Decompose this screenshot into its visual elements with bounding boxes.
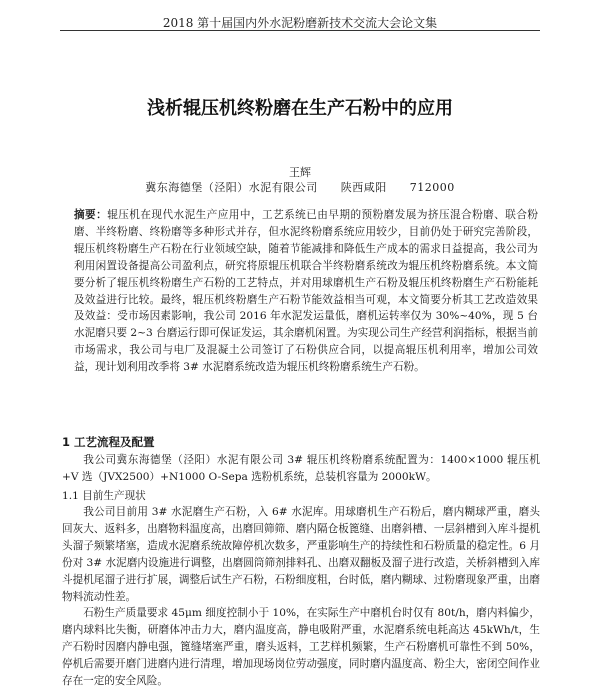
- section-1-paragraph: 我公司冀东海德堡（泾阳）水泥有限公司 3# 辊压机终粉磨系统配置为：1400×1000 辊压机 +V 选（JVX2500）+N1000 O-Sepa 选粉机系统，总装机容量为 2000kW。: [62, 454, 540, 483]
- abstract-label: 摘要：: [74, 209, 108, 221]
- author-affiliation: 冀东海德堡（泾阳）水泥有限公司 陕西咸阳 712000: [145, 181, 455, 194]
- article-title: 浅析辊压机终粉磨在生产石粉中的应用: [147, 98, 453, 119]
- running-header: 2018 第十届国内外水泥粉磨新技术交流大会论文集: [162, 16, 438, 30]
- section-1-heading: 1 工艺流程及配置: [62, 435, 155, 449]
- abstract: [74, 207, 538, 376]
- section-1-1-paragraph-1: 我公司目前用 3# 水泥磨生产石粉，入 6# 水泥库。用球磨机生产石粉后，磨内糊球严重，磨头回灰大、返料多，出磨物料温度高，出磨回筛筛、磨内隔仓板篦缝、出磨斜槽、一层斜槽到入库斗提机头溜子频繁堵塞，造成水泥磨系统故障停机次数多，严重影响生产的持续性和石粉质量的稳定性。6 月份对 3# 水泥磨内设施进行调整，出磨圆筒筛剂排料孔、出磨双翻板及溜子进行改造，关桥斜槽到入库斗提机尾溜子进行扩展，调整后试生产石粉，石粉细度粗，台时低，磨内糊球、过粉磨现象严重，出磨物料流动性差。: [62, 506, 540, 603]
- section-1-1-heading: 1.1 目前生产现状: [62, 490, 146, 502]
- section-1-1-paragraph-2: 石粉生产质量要求 45μm 细度控制小于 10%，在实际生产中磨机台时仅有 80t/h，磨内料偏少，磨内球料比失衡，研磨体冲击力大，磨内温度高，静电吸附严重，水泥磨系统电耗高达 45kWh/t，生产石粉时因磨内静电强，篦缝堵塞严重，磨头返料，工艺样机频繁，生产石粉磨机可靠性不到 50%，停机后需要开磨门进磨内进行清理，增加现场岗位劳动强度，同时磨内温度高、粉尘大，密闭空间作业存在一定的安全风险。: [62, 607, 540, 687]
- author-name: 王辉: [289, 166, 311, 179]
- header-rule: [60, 30, 540, 31]
- abstract-text: 辊压机在现代水泥生产应用中，工艺系统已由早期的预粉磨发展为挤压混合粉磨、联合粉磨、半终粉磨、终粉磨等多种形式并存，但水泥终粉磨系统应用较少，目前仍处于研究完善阶段，辊压机终粉磨生产石粉在行业领域空缺，随着节能减排和降低生产成本的需求日益提高，我公司为利用闲置设备提高公司盈利点，研究将原辊压机联合半终粉磨系统改为辊压机终粉磨系统。本文简要分析了辊压机终粉磨生产石粉的工艺特点，并对用球磨机生产石粉及辊压机终粉磨生产石粉能耗及效益进行比较。最终，辊压机终粉磨生产石粉节能效益相当可观，本文简要分析其工艺改造效果及效益：受市场因素影响，我公司 2016 年水泥发运量低，磨机运转率仅为 30%~40%，现 5 台水泥磨只要 2~3 台磨运行即可保证发运，其余磨机闲置。为实现公司生产经营利润指标，根据当前市场需求，我公司与电厂及混凝土公司签订了石粉供应合同，以提高辊压机利用率，增加公司效益，现计划利用改季将 3# 水泥磨系统改造为辊压机终粉磨系统生产石粉。: [74, 209, 539, 374]
